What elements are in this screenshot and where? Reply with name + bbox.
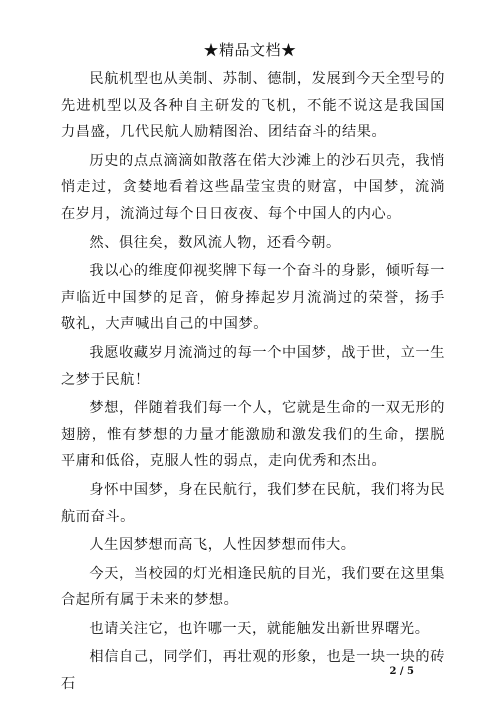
paragraph: 梦想，伴随着我们每一个人，它就是生命的一双无形的翅膀，惟有梦想的力量才能激励和激发我们的生命，摆脱平庸和低俗，克服人性的弱点，走向优秀和杰出。 (61, 400, 445, 470)
paragraph: 历史的点点滴滴如散落在偌大沙滩上的沙石贝壳，我悄悄走过，贪婪地看着这些晶莹宝贵的财富，中国梦，流淌在岁月，流淌过每个日日夜夜、每个中国人的内心。 (61, 152, 445, 222)
page-number: 2 / 5 (389, 666, 414, 677)
paragraph: 民航机型也从美制、苏制、德制，发展到今天全型号的先进机型以及各种自主研发的飞机，不能不说这是我国国力昌盛，几代民航人励精图治、团结奋斗的结果。 (61, 71, 445, 141)
document-body (61, 66, 445, 700)
paragraph: 人生因梦想而高飞，人性因梦想而伟大。 (89, 537, 356, 554)
paragraph: 然、俱往矣，数风流人物，还看今朝。 (89, 234, 341, 251)
paragraph: 我以心的维度仰视奖牌下每一个奋斗的身影，倾听每一声临近中国梦的足音，俯身捧起岁月流淌过的荣誉，扬手敬礼，大声喊出自己的中国梦。 (61, 263, 445, 333)
paragraph: 相信自己，同学们，再壮观的形象，也是一块一块的砖石 (61, 649, 445, 693)
page-header-title: ★精品文档★ (203, 41, 297, 59)
paragraph: 今天，当校园的灯光相逢民航的目光，我们要在这里集合起所有属于未来的梦想。 (61, 565, 445, 609)
paragraph: 也请关注它，也许哪一天，就能触发出新世界曙光。 (89, 620, 430, 637)
paragraph: 身怀中国梦，身在民航行，我们梦在民航，我们将为民航而奋斗。 (61, 481, 445, 525)
paragraph: 我愿收藏岁月流淌过的每一个中国梦，战于世，立一生之梦于民航！ (61, 344, 445, 388)
